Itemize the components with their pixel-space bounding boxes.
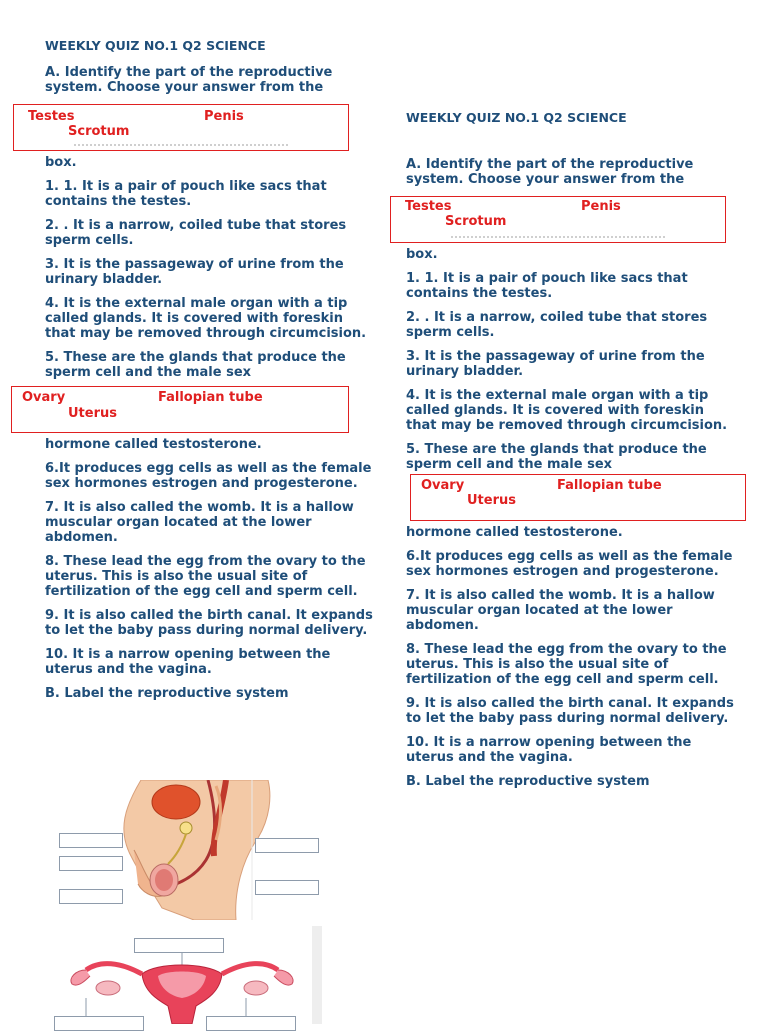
answer-penis: Penis	[581, 199, 621, 214]
answer-scrotum: Scrotum	[68, 124, 130, 139]
cut-text-line	[74, 144, 288, 148]
answer-testes: Testes	[405, 199, 452, 214]
question-3: 3. It is the passageway of urine from the urinary bladder.	[406, 349, 705, 379]
instruction-a: A. Identify the part of the reproductive system. Choose your answer from the	[45, 65, 333, 95]
question-2: 2. . It is a narrow, coiled tube that stores sperm cells.	[406, 310, 708, 340]
instruction-b: B. Label the reproductive system	[45, 686, 289, 701]
question-1: 1. 1. It is a pair of pouch like sacs that contains the testes.	[45, 179, 327, 209]
question-5a: 5. These are the glands that produce the sperm cell and the male sex	[406, 442, 707, 472]
instruction-a: A. Identify the part of the reproductive system. Choose your answer from the	[406, 157, 694, 187]
question-5a: 5. These are the glands that produce the sperm cell and the male sex	[45, 350, 346, 380]
blank-label-box[interactable]	[59, 889, 123, 904]
answer-ovary: Ovary	[22, 390, 66, 405]
answer-ovary: Ovary	[421, 478, 465, 493]
answer-fallopian-tube: Fallopian tube	[557, 478, 662, 493]
male-reproductive-diagram	[46, 780, 326, 920]
female-reproductive-diagram	[46, 926, 322, 1024]
cut-text-line	[451, 236, 665, 240]
quiz-column-right	[406, 110, 736, 798]
question-8: 8. These lead the egg from the ovary to the uterus. This is also the usual site of fertilization of the egg cell and sperm cell.	[45, 554, 366, 599]
question-7: 7. It is also called the womb. It is a hallow muscular organ located at the lower abdomen.	[45, 500, 354, 545]
female-answer-box	[410, 474, 746, 521]
question-9: 9. It is also called the birth canal. It expands to let the baby pass during normal delivery.	[406, 696, 734, 726]
question-2: 2. . It is a narrow, coiled tube that stores sperm cells.	[45, 218, 347, 248]
question-1: 1. 1. It is a pair of pouch like sacs that contains the testes.	[406, 271, 688, 301]
blank-label-box[interactable]	[255, 880, 319, 895]
question-5b: hormone called testosterone.	[45, 437, 262, 452]
question-6: 6.It produces egg cells as well as the female sex hormones estrogen and progesterone.	[406, 549, 733, 579]
box-word: box.	[406, 247, 438, 262]
quiz-title: WEEKLY QUIZ NO.1 Q2 SCIENCE	[406, 110, 627, 125]
question-8: 8. These lead the egg from the ovary to the uterus. This is also the usual site of fertilization of the egg cell and sperm cell.	[406, 642, 727, 687]
blank-label-box[interactable]	[134, 938, 224, 953]
male-answer-box	[390, 196, 726, 243]
question-6: 6.It produces egg cells as well as the female sex hormones estrogen and progesterone.	[45, 461, 372, 491]
quiz-column-left	[22, 38, 375, 710]
quiz-title: WEEKLY QUIZ NO.1 Q2 SCIENCE	[45, 38, 266, 53]
blank-label-box[interactable]	[255, 838, 319, 853]
answer-uterus: Uterus	[467, 493, 516, 508]
question-4: 4. It is the external male organ with a tip called glands. It is covered with foreskin that may be removed through circumcision.	[406, 388, 728, 433]
female-answer-box	[11, 386, 349, 433]
question-7: 7. It is also called the womb. It is a hallow muscular organ located at the lower abdomen.	[406, 588, 715, 633]
answer-scrotum: Scrotum	[445, 214, 507, 229]
question-9: 9. It is also called the birth canal. It expands to let the baby pass during normal delivery.	[45, 608, 373, 638]
blank-label-box[interactable]	[59, 856, 123, 871]
box-word: box.	[45, 155, 77, 170]
answer-uterus: Uterus	[68, 406, 117, 421]
blank-label-box[interactable]	[59, 833, 123, 848]
question-10: 10. It is a narrow opening between the uterus and the vagina.	[45, 647, 331, 677]
instruction-b: B. Label the reproductive system	[406, 774, 650, 789]
question-10: 10. It is a narrow opening between the uterus and the vagina.	[406, 735, 692, 765]
answer-penis: Penis	[204, 109, 244, 124]
answer-fallopian-tube: Fallopian tube	[158, 390, 263, 405]
answer-testes: Testes	[28, 109, 75, 124]
question-5b: hormone called testosterone.	[406, 525, 623, 540]
question-3: 3. It is the passageway of urine from the urinary bladder.	[45, 257, 344, 287]
question-4: 4. It is the external male organ with a tip called glands. It is covered with foreskin that may be removed through circumcision.	[45, 296, 367, 341]
male-answer-box	[13, 104, 349, 151]
